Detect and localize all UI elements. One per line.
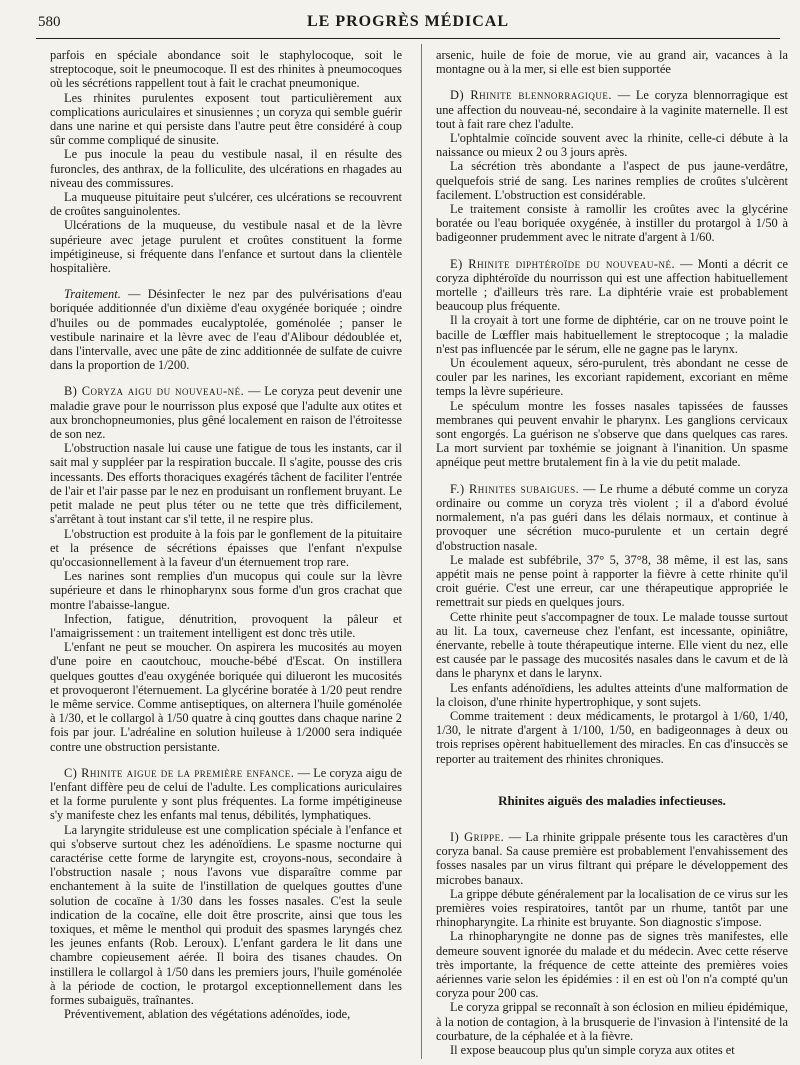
paragraph: L'enfant ne peut se moucher. On aspirera les mucosités au moyen d'une poire en caoutchouc, mouche-bébé d'Escat. On instillera quelques gouttes d'eau oxygénée boriquée qui dilueront les mucosités et provoqueront l'éternuement. La glycérine boratée à 1/20 peut rendre le même service. Comme antiseptiques, on alternera l'huile goménolée à 1/30, et le collargol à 1/50 quatre à cinq gouttes dans chaque narine 2 fois par jour. L'adréaline en solution huileuse à 1/2000 sera indiquée contre une obstruction persistante. xyxy=(50,640,402,754)
grippe-heading: I) Grippe. xyxy=(450,829,505,844)
paragraph: L'obstruction est produite à la fois par le gonflement de la pituitaire et la présence de sécrétions épaisses que l'enfant n'expulse qu'occasionnellement à la faveur d'un éternuement trop rare. xyxy=(50,526,402,569)
page-number: 580 xyxy=(38,14,61,30)
paragraph-section-b xyxy=(50,384,402,441)
paragraph: La muqueuse pituitaire peut s'ulcérer, ces ulcérations se recouvrent de croûtes sanguinolentes. xyxy=(50,190,402,219)
paragraph-section-c xyxy=(50,766,402,823)
paragraph: Le pus inocule la peau du vestibule nasal, il en résulte des furoncles, des anthrax, de la folliculite, des ulcérations en rhagades au niveau des commissures. xyxy=(50,147,402,190)
paragraph-grippe xyxy=(436,830,788,887)
paragraph-section-d xyxy=(436,88,788,131)
paragraph: Les narines sont remplies d'un mucopus qui coule sur la lèvre supérieure et dans le rhinopharynx sous forme d'un gros crachat que montre l'abaisse-langue. xyxy=(50,569,402,612)
page-header xyxy=(36,8,780,39)
paragraph: Le traitement consiste à ramollir les croûtes avec la glycérine boratée ou l'eau boriquée oxygénée, à instiller du protargol à 1/50 à badigeonner prudemment avec le nitrate d'argent à 1/60. xyxy=(436,202,788,245)
running-title: LE PROGRÈS MÉDICAL xyxy=(306,13,510,30)
column-divider xyxy=(421,44,422,1059)
section-b-heading: B) Coryza aigu du nouveau-né. xyxy=(64,384,245,399)
paragraph: La rhinopharyngite ne donne pas de signes très manifestes, elle demeure souvent ignorée du malade et du médecin. Avec cette réserve très importante, la fréquence de cette atteinte des premières voies aériennes varie selon les épidémies : il en est où l'on n'a compté qu'un coryza pour 200 cas. xyxy=(436,929,788,1001)
grippe-text: — La rhinite grippale présente tous les caractères d'un coryza banal. Sa cause première est probablement l'envahissement des fosses nasales par un virus filtrant qui prépare le développement des microbes banaux. xyxy=(436,829,789,887)
paragraph: Cette rhinite peut s'accompagner de toux. Le malade tousse surtout au lit. La toux, caverneuse chez l'enfant, est incessante, opiniâtre, énervante, rebelle à toute thérapeutique interne. Elle vient du nez, elle est causée par le passage des mucosités nasales dans le cavum et de là dans le pharynx et dans le larynx. xyxy=(436,609,788,681)
paragraph: Les enfants adénoïdiens, les adultes atteints d'une malformation de la cloison, d'une rhinite hypertrophique, y sont sujets. xyxy=(436,680,788,709)
paragraph: arsenic, huile de foie de morue, vie au grand air, vacances à la montagne ou à la mer, si elle est bien supportée xyxy=(436,48,788,77)
section-d-text: — Le coryza blennorragique est une affection du nouveau-né, secondaire à la vaginite maternelle. Il est tout à fait rare chez l'adulte. xyxy=(436,88,788,131)
section-e-heading: E) Rhinite diphtéroïde du nouveau-né. xyxy=(450,256,676,271)
section-e-text: — Monti a décrit ce coryza diphtéroïde du nourrisson qui est une affection habituellement mortelle ; d'ailleurs très rare. La diphtérie vraie est probablement beaucoup plus fréquente. xyxy=(436,256,788,314)
paragraph: parfois en spéciale abondance soit le staphylocoque, soit le streptocoque, soit le pneumocoque. Il est des rhinites à pneumocoques où les sécrétions rappellent tout à fait le crachat pneumonique. xyxy=(50,48,402,91)
left-column xyxy=(50,48,402,1021)
section-b-text: — Le coryza peut devenir une maladie grave pour le nourrisson plus exposé que l'adulte aux otites et aux bronchopneumonies, plus gêné localement en raison de l'étroitesse de son nez. xyxy=(50,384,403,442)
treatment-text: — Désinfecter le nez par des pulvérisations d'eau boriquée additionnée d'un dixième d'eau oxygénée boriquée ; oindre d'huiles ou de pommades eucalyptolée, goménolée ; panser le vestibule narinaire et la lèvre avec de l'eau d'Alibour dédoublée et, dans l'intervalle, avec une pâte de zinc additionnée de sulfate de cuivre dans la proportion de 1/200. xyxy=(50,287,402,373)
section-title: Rhinites aiguës des maladies infectieuses. xyxy=(498,792,726,808)
paragraph-section-f xyxy=(436,482,788,553)
paragraph: Il la croyait à tort une forme de diphtérie, car on ne trouve point le bacille de Lœffler mais habituellement le streptocoque ; la maladie n'est pas influencée par le sérum, elle ne gagne pas le larynx. xyxy=(436,313,788,356)
paragraph: Comme traitement : deux médicaments, le protargol à 1/60, 1/40, 1/30, le nitrate d'argent à 1/100, 1/50, en badigeonnages à deux ou trois reprises opèrent habituellement des miracles. En cas d'insuccès se reporter au traitement des rhinites chroniques. xyxy=(436,708,788,766)
paragraph: La laryngite striduleuse est une complication spéciale à l'enfance et qui s'observe surtout chez les adénoïdiens. Le spasme nocturne qui caractérise cette forme de laryngite est, croyons-nous, secondaire à l'obstruction nasale ; nous l'avons vue disparaître comme par enchantement à la suite de l'instillation de quelques gouttes d'une solution de cocaïne à 1/30 dans les fosses nasales. C'est la seule indication de la cocaïne, elle doit être proscrite, ainsi que tous les toxiques, et même le menthol qui produit des spasmes laryngés chez les jeunes enfants (Rob. Leroux). L'enfant gardera le lit dans une chambre copieusement aérée. Il boira des tisanes chaudes. On instillera le collargol à 1/50 dans les premiers jours, l'huile goménolée à la période de coction, le protargol exceptionnellement dans les formes subaiguës, traînantes. xyxy=(50,822,402,1007)
paragraph: La grippe débute généralement par la localisation de ce virus sur les premières voies respiratoires, tantôt par un rhume, tantôt par une rhinopharyngite. La rhinite est bruyante. Son diagnostic s'impose. xyxy=(436,886,788,930)
paragraph: Il expose beaucoup plus qu'un simple coryza aux otites et xyxy=(450,1043,735,1057)
paragraph: L'ophtalmie coïncide souvent avec la rhinite, celle-ci débute à la naissance ou mieux 2 ou 3 jours après. xyxy=(436,131,788,160)
paragraph-treatment xyxy=(50,287,402,372)
paragraph: Le coryza grippal se reconnaît à son éclosion en milieu épidémique, à la notion de contagion, à la brusquerie de l'invasion à l'intensité de la courbature, de la céphalée et à la fièvre. xyxy=(436,1000,788,1043)
treatment-label: Traitement. xyxy=(64,287,121,302)
section-f-heading: F.) Rhinites subaigues. xyxy=(450,481,580,496)
section-f-text: — Le rhume a débuté comme un coryza ordinaire ou comme un coryza très violent ; il a d'abord évolué normalement, n'a pas guéri dans les délais normaux, et continue à provoquer une sécrétion muco-purulente et un certain degré d'obstruction nasale. xyxy=(436,481,788,553)
paragraph: Un écoulement aqueux, séro-purulent, très abondant ne cesse de couler par les narines, les excoriant rapidement, excoriant en même temps la lèvre supérieure. xyxy=(436,356,788,399)
paragraph: Les rhinites purulentes exposent tout particulièrement aux complications auriculaires et sinusiennes ; un coryza qui semble guérir dans une narine et qui persiste dans l'autre peut être considéré à coup sûr comme compliqué de sinusite. xyxy=(50,90,402,148)
paragraph: Le spéculum montre les fosses nasales tapissées de fausses membranes qui peuvent envahir le pharynx. Les ganglions cervicaux sont engorgés. La guérison ne s'observe que dans quelques cas rares. La mort survient par toxhémie se joignant à l'inanition. Un spasme apnéique peut mettre brutalement fin à la vie du petit malade. xyxy=(436,398,788,470)
paragraph: Infection, fatigue, dénutrition, provoquent la pâleur et l'amaigrissement : un traitement intelligent est donc très utile. xyxy=(50,611,402,640)
section-d-heading: D) Rhinite blennorragique. xyxy=(450,88,612,103)
paragraph: L'obstruction nasale lui cause une fatigue de tous les instants, car il sait mal y suppléer par la respiration buccale. Il s'agite, pousse des cris incessants. Des efforts thoraciques exagérés tâchent de faciliter l'entrée de l'air et l'air passe par le nez en produisant un ronflement bruyant. Le petit malade ne peut plus téter ou ne tette que très difficilement, s'arrêtant à tout instant car s'il tette, il ne respire plus. xyxy=(50,441,402,527)
section-c-text: — Le coryza aigu de l'enfant diffère peu de celui de l'adulte. Les complications auriculaires et la forme purulente y sont plus fréquentes. La forme impétigineuse s'y manifeste chez les enfants mal tenus, débilités, lymphatiques. xyxy=(50,765,402,823)
paragraph-section-e xyxy=(436,257,788,314)
section-c-heading: C) Rhinite aigue de la première enfance. xyxy=(64,765,295,780)
right-column xyxy=(436,48,788,1057)
paragraph: Ulcérations de la muqueuse, du vestibule nasal et de la lèvre supérieure avec jetage purulent et croûtes constituent la forme impétigineuse, si fréquente dans l'enfance et surtout dans la clientèle hospitalière. xyxy=(50,218,402,276)
paragraph: La sécrétion très abondante a l'aspect de pus jaune-verdâtre, quelquefois strié de sang. Les narines remplies de croûtes s'ulcèrent facilement. L'obstruction est considérable. xyxy=(436,159,788,202)
paragraph: Préventivement, ablation des végétations adénoïdes, iode, xyxy=(64,1007,351,1022)
paragraph: Le malade est subfébrile, 37° 5, 37°8, 38 même, il est las, sans appétit mais ne pense point à rapporter la fièvre à cette rhinite qu'il croit guérie. C'est une erreur, car une thérapeutique appropriée le remettrait sur pieds en quelques jours. xyxy=(436,552,788,610)
